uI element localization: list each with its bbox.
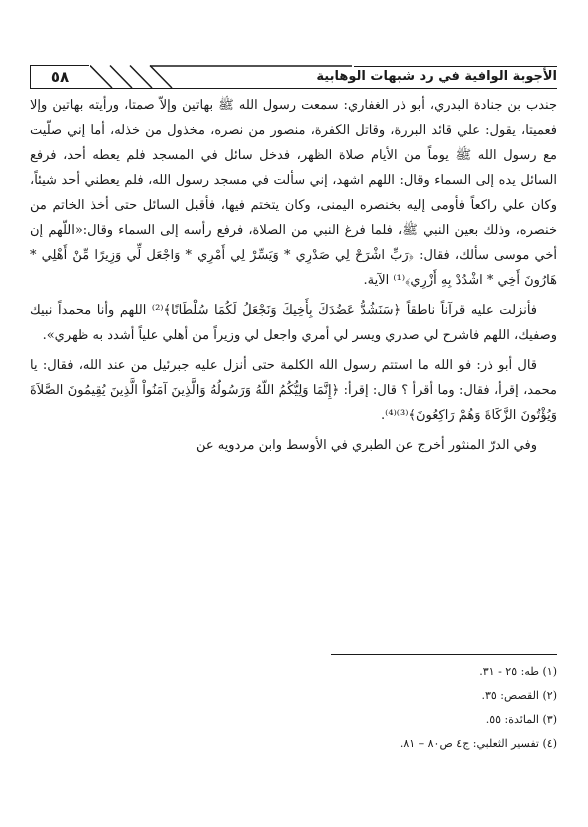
body-text [30, 93, 557, 458]
header-bottom-rule [30, 88, 557, 89]
body-paragraph: جندب بن جنادة البدري، أبو ذر الغفاري: سمعت رسول الله ﷺ بهاتين وإلاّ صمتا، ورأيته بهاتين وإلا فعميتا، يقول: علي قائد البررة، وقاتل الكفرة، منصور من نصره، مخذول من خذله، أما إني صلّيت مع رسول الله ﷺ يوماً من الأيام صلاة الظهر، فدخل سائل في المسجد فلم يعطه أحد، فرفع السائل يده إلى السماء وقال: اللهم اشهد، إني سألت في مسجد رسول الله، فلم يعطني أحد شيئاً، وكان علي راكعاً فأومى إليه بخنصره اليمنى، وكان يتختم فيها، فأقبل السائل حتى أخذ الخاتم من خنصره، وذلك بعين النبي ﷺ، فلما فرغ النبي من الصلاة، فرفع رأسه إلى السماء وقال:«اللّهم إن أخي موسى سألك، فقال: ﴿رَبِّ اشْرَحْ لِي صَدْرِي * وَيَسِّرْ لِي أَمْرِي * وَاجْعَل لِّي وَزِيرًا مِّنْ أَهْلِي * هَارُونَ أَخِي * اشْدُدْ بِهِ أَزْرِي﴾⁽¹⁾ الآية. [30, 98, 557, 288]
footnote: (٢) القصص: ٣٥. [481, 689, 557, 702]
running-header [30, 60, 557, 90]
body-paragraph: وفي الدرّ المنثور أخرج عن الطبري في الأوسط وابن مردويه عن [195, 438, 537, 453]
footnote-separator [331, 654, 557, 655]
footnote: (٤) تفسير الثعلبي: ج٤ ص٨٠ – ٨١. [399, 737, 557, 750]
footnotes [30, 660, 557, 756]
body-paragraph: قال أبو ذر: فو الله ما استتم رسول الله الكلمة حتى أنزل عليه جبرئيل من عند الله، فقال: يا محمد، إقرأ، فقال: وما أقرأ ؟ قال: إقرأ: ﴿إِنَّمَا وَلِيُّكُمُ اللّهُ وَرَسُولُهُ وَالَّذِينَ آمَنُواْ الَّذِينَ يُقِيمُونَ الصَّلاَةَ وَيُؤْتُونَ الزَّكَاةَ وَهُمْ رَاكِعُونَ﴾⁽³⁾⁽⁴⁾. [30, 358, 557, 423]
header-slash-ornament [90, 60, 352, 90]
page-number: ٥٨ [30, 65, 89, 89]
footnote: (١) طه: ٢٥ - ٣١. [479, 665, 557, 678]
header-top-rule [354, 66, 557, 67]
footnote: (٣) المائدة: ٥٥. [485, 713, 557, 726]
header-title: الأجوبة الوافية في رد شبهات الوهابية [316, 69, 557, 84]
body-paragraph: فأنزلت عليه قرآناً ناطقاً ﴿سَنَشُدُّ عَضُدَكَ بِأَخِيكَ وَنَجْعَلُ لَكُمَا سُلْطَانًا﴾⁽²⁾ اللهم وأنا محمداً نبيك وصفيك، اللهم فاشرح لي صدري ويسر لي أمري واجعل لي وزيراً من أهلي علياً أشدد به ظهري». [30, 303, 557, 343]
